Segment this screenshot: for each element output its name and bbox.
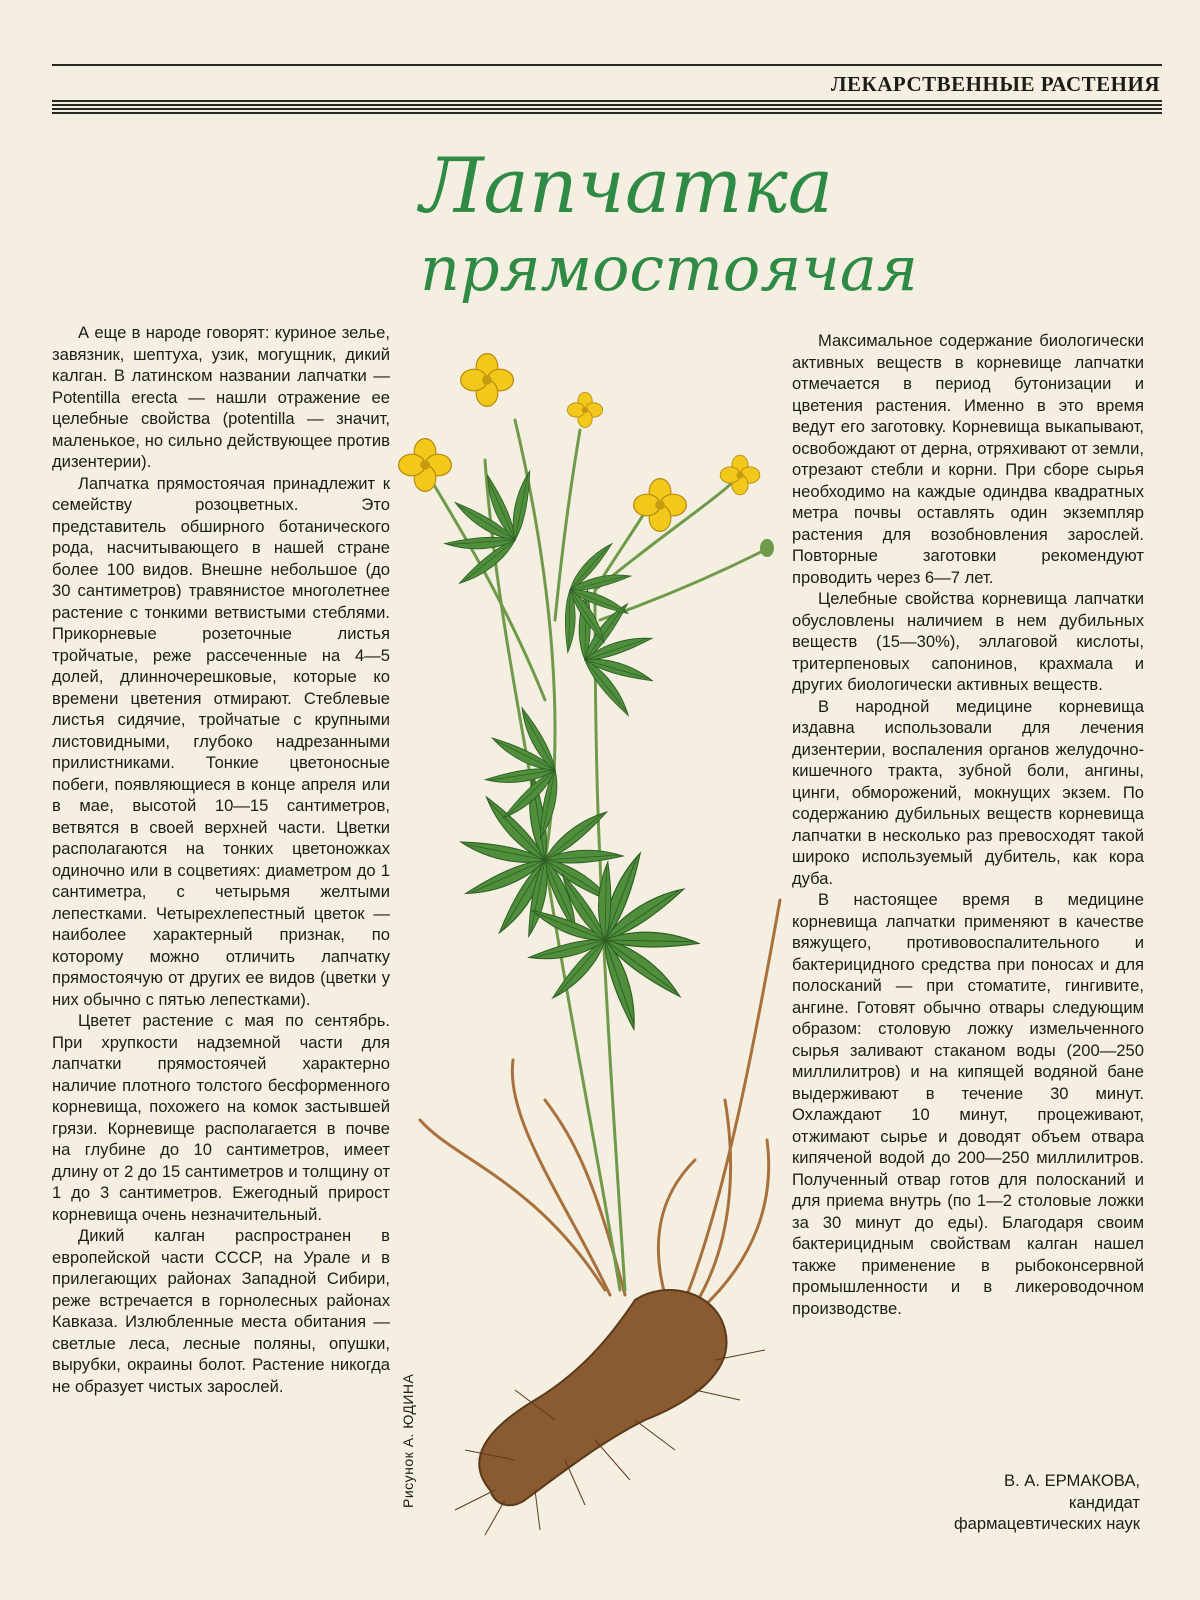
illustration-credit: Рисунок А. ЮДИНА [400, 1373, 416, 1508]
author-signature [870, 1470, 1140, 1535]
flowers [399, 354, 774, 557]
leaves [428, 450, 714, 1034]
right-paragraph-2: Целебные свойства корневища лапчатки обусловлены наличием в нем дубильных веществ (15—30%), эллаговой кислоты, тритерпеновых сапонинов, крахмала и других биологически активных веществ. [792, 589, 1144, 694]
right-column [792, 330, 1144, 1319]
article-title [380, 130, 918, 330]
left-paragraph-3: Цветет растение с мая по сентябрь. При хрупкости надземной части для лапчатки прямостоячей характерно наличие плотного толстого бесформенного корневища, похожего на комок застывшей грязи. Корневище располагается в почве на глубине до 10 сантиметров, имеет длину от 2 до 15 сантиметров и толщину от 1 до 3 сантиметров. Ежегодный прирост корневища очень незначительный. [52, 1011, 390, 1224]
thin-roots [420, 900, 780, 1310]
left-paragraph-1: А еще в народе говорят: куриное зелье, завязник, шептуха, узик, могущник, дикий калган. В латинском названии лапчатки — Potentilla erecta — нашли отражение ее целебные свойства (potentilla — значит, маленькое, но сильно действующее против дизентерии). [52, 323, 390, 471]
left-column [52, 322, 390, 1397]
right-paragraph-3: В народной медицине корневища издавна использовали для лечения дизентерии, воспаления органов желудочно-кишечного тракта, зубной боли, ангины, цинги, обморожений, мокнущих экзем. По содержанию дубильных веществ корневища лапчатки в несколько раз превосходят такой широко используемый дубитель, как кора дуба. [792, 696, 1144, 888]
author-name: В. А. ЕРМАКОВА, [1004, 1471, 1140, 1490]
left-paragraph-2: Лапчатка прямостоячая принадлежит к семейству розоцветных. Это представитель обширного ботанического рода, насчитывающего в нашей стране более 100 видов. Внешне небольшое (до 30 сантиметров) травянистое многолетнее растение с тонкими ветвистыми стеблями. Прикорневые розеточные листья тройчатые, реже рассеченные на 4—5 долей, длинночерешковые, которые ко времени цветения отмирают. Стеблевые листья сидячие, тройчатые с крупными листовидными, глубоко надрезанными прилистниками. Тонкие цветоносные побеги, появляющиеся в конце апреля или в мае, высотой 10—15 сантиметров, ветвятся в своей верхней части. Цветки располагаются на тонких цветоножках одиночно или в соцветиях: диаметром до 1 сантиметра, с четырьмя желтыми лепестками. Четырехлепестный цветок — наиболее характерный признак, по которому можно отличить лапчатку прямостоячую от других ее видов (цветки у них обычно с пятью лепестками). [52, 473, 390, 1009]
left-paragraph-4: Дикий калган распространен в европейской части СССР, на Урале и в прилегающих районах Западной Сибири, реже встречается в горнолесных районах Кавказа. Излюбленные места обитания — светлые леса, лесные поляны, опушки, вырубки, окраины болот. Растение никогда не образует чистых зарослей. [52, 1226, 390, 1396]
title-line-1: Лапчатка [420, 141, 834, 230]
potentilla-illustration [395, 340, 790, 1540]
header-rule-top [52, 64, 1162, 66]
author-field: фармацевтических наук [954, 1514, 1140, 1533]
section-label: ЛЕКАРСТВЕННЫЕ РАСТЕНИЯ [821, 72, 1160, 97]
author-degree: кандидат [1068, 1492, 1140, 1512]
title-line-2: прямостоячая [420, 232, 918, 305]
right-paragraph-1: Максимальное содержание биологически активных веществ в корневище лапчатки отмечается в период бутонизации и цветения растения. Именно в это время ведут его заготовку. Корневища выкапывают, освобождают от дерна, отряхивают от земли, отрезают стебли и корни. При сборе сырья необходимо на каждые одиндва квадратных метра почвы оставлять один экземпляр растения для возобновления зарослей. Повторные заготовки рекомендуют проводить через 6—7 лет. [792, 331, 1144, 587]
rhizome [479, 1290, 726, 1505]
right-paragraph-4: В настоящее время в медицине корневища лапчатки применяют в качестве вяжущего, противовоспалительного и бактерицидного средства при поносах и для полосканий — при стоматите, гингивите, ангине. Готовят обычно отвары следующим образом: столовую ложку измельченного сырья заливают стаканом воды (200—250 миллилитров) и на кипящей водяной бане выдерживают в течение 30 минут. Охлаждают 10 минут, процеживают, отжимают сырье и доводят объем отвара кипяченой водой до 200—250 миллилитров. Полученный отвар готов для полосканий и для приема внутрь (по 1—2 столовые ложки за 30 минут до еды). Благодаря своим бактерицидным свойствам калган нашел также применение в рыбоконсервной промышленности и в ликероводочном производстве. [792, 890, 1144, 1318]
header-rule-band [52, 100, 1162, 114]
